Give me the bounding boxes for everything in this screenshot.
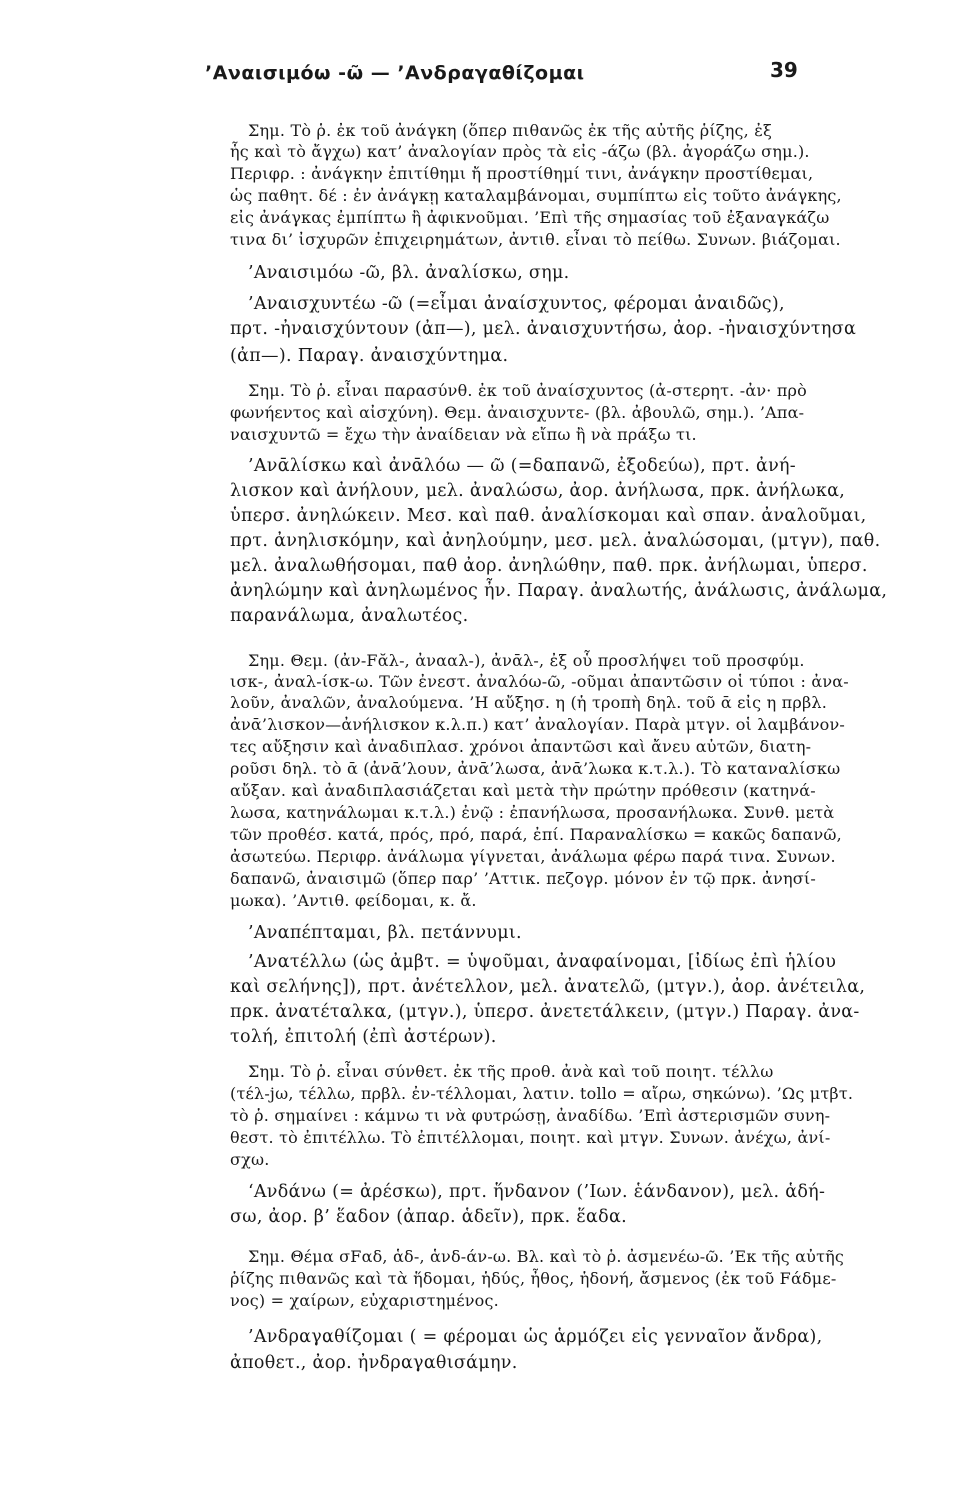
text-line: τολή, ἐπιτολή (ἐπὶ ἀστέρων). bbox=[230, 1027, 497, 1047]
page-number: 39 bbox=[770, 58, 798, 82]
note-line: εἰς ἀνάγκας ἐμπίπτω ἢ ἀφικνοῦμαι. ’Επὶ τῆς σημασίας τοῦ ἐξαναγκάζω bbox=[230, 208, 830, 227]
note-line: ἀσωτεύω. Περιφρ. ἀνάλωμα γίγνεται, ἀνάλωμα φέρω παρά τινα. Συνων. bbox=[230, 847, 836, 866]
note-line: Περιφρ. : ἀνάγκην ἐπιτίθημι ἤ προστίθημί τινι, ἀνάγκην προστίθεμαι, bbox=[230, 164, 814, 183]
note-line: λωσα, κατηνάλωμαι κ.τ.λ.) ἐνῷ : ἐπανήλωσα, προσανήλωκα. Συνθ. μετὰ bbox=[230, 803, 835, 822]
note-line: τινα δι’ ἰσχυρῶν ἐπιχειρημάτων, ἀντιθ. εἶναι τὸ πείθω. Συνων. βιάζομαι. bbox=[230, 230, 841, 249]
note-line: Σημ. Τὸ ῥ. εἶναι σύνθετ. ἐκ τῆς προθ. ἀνὰ καὶ τοῦ ποιητ. τέλλω bbox=[248, 1062, 774, 1081]
note-line: ἀνᾱ’λισκον—ἀνήλισκον κ.λ.π.) κατ’ ἀναλογίαν. Παρὰ μτγν. οἱ λαμβάνον- bbox=[230, 715, 845, 734]
entry-headline: ’Αναισιμόω -ῶ, βλ. ἀναλίσκω, σημ. bbox=[248, 263, 570, 283]
text-line: (ἀπ—). Παραγ. ἀναισχύντημα. bbox=[230, 346, 509, 366]
note-line: νος) = χαίρων, εὐχαριστημένος. bbox=[230, 1291, 499, 1310]
note-line: σχω. bbox=[230, 1150, 270, 1169]
note-line: θεστ. τὸ ἐπιτέλλω. Τὸ ἐπιτέλλομαι, ποιητ. καὶ μτγν. Συνων. ἀνέχω, ἀνί- bbox=[230, 1128, 831, 1147]
text-line: ὑπερσ. ἀνηλώκειν. Μεσ. καὶ παθ. ἀναλίσκομαι καὶ σπαν. ἀναλοῦμαι, bbox=[230, 506, 867, 526]
note-line: (τέλ-jω, τέλλω, πρβλ. ἐν-τέλλομαι, λατιν. tollo = αἴρω, σηκώνω). ’Ως μτβτ. bbox=[230, 1084, 854, 1103]
entry-headline: ’Ανᾱλίσκω καὶ ἀνᾱλόω — ῶ (=δαπανῶ, ἐξοδεύω), πρτ. ἀνή- bbox=[248, 456, 797, 476]
note-line: δαπανῶ, ἀναισιμῶ (ὅπερ παρ’ ’Αττικ. πεζογρ. μόνον ἐν τῷ πρκ. ἀνησί- bbox=[230, 869, 816, 888]
entry-headline: ’Αναπέπταμαι, βλ. πετάννυμι. bbox=[248, 923, 522, 943]
text-line: πρτ. -ἠναισχύντουν (ἀπ—), μελ. ἀναισχυντήσω, ἀορ. -ἠναισχύντησα bbox=[230, 319, 857, 339]
entry-headline: ‘Ανδάνω (= ἀρέσκω), πρτ. ἥνδανον (’Ιων. ἑάνδανον), μελ. ἁδή- bbox=[248, 1182, 826, 1202]
text-line: ἀνηλώμην καὶ ἀνηλωμένος ἦν. Παραγ. ἀναλωτής, ἀνάλωσις, ἀνάλωμα, bbox=[230, 581, 888, 601]
note-line: ὡς παθητ. δέ : ἐν ἀνάγκῃ καταλαμβάνομαι, συμπίπτω εἰς τοῦτο ἀνάγκης, bbox=[230, 186, 842, 205]
running-head: ’Αναισιμόω -ῶ — ’Ανδραγαθίζομαι bbox=[205, 62, 585, 84]
note-line: Σημ. Θέμα σFαδ, ἁδ-, ἁνδ-άν-ω. Βλ. καὶ τὸ ῥ. ἀσμενέω-ῶ. ’Εκ τῆς αὐτῆς bbox=[248, 1247, 845, 1266]
text-line: σω, ἀορ. β’ ἕαδον (ἀπαρ. ἁδεῖν), πρκ. ἕαδα. bbox=[230, 1207, 627, 1227]
note-line: λοῦν, ἀναλῶν, ἀναλούμενα. ’Η αὔξησ. η (ἡ τροπὴ δηλ. τοῦ ᾱ εἰς η πρβλ. bbox=[230, 693, 828, 712]
note-line: τὸ ῥ. σημαίνει : κάμνω τι νὰ φυτρώσῃ, ἀναδίδω. ’Επὶ ἀστερισμῶν συνη- bbox=[230, 1106, 831, 1125]
text-line: λισκον καὶ ἀνήλουν, μελ. ἀναλώσω, ἀορ. ἀνήλωσα, πρκ. ἀνήλωκα, bbox=[230, 481, 846, 501]
note-line: Σημ. Τὸ ῥ. εἶναι παρασύνθ. ἐκ τοῦ ἀναίσχυντος (ἀ-στερητ. -ἀν· πρὸ bbox=[248, 381, 807, 400]
note-line: ἧς καὶ τὸ ἄγχω) κατ’ ἀναλογίαν πρὸς τὰ εἰς -άζω (βλ. ἀγοράζω σημ.). bbox=[230, 142, 810, 161]
text-line: μελ. ἀναλωθήσομαι, παθ ἀορ. ἀνηλώθην, παθ. πρκ. ἀνήλωμαι, ὑπερσ. bbox=[230, 556, 868, 576]
note-line: ῥίζης πιθανῶς καὶ τὰ ἥδομαι, ἡδύς, ἦθος, ἡδονή, ἄσμενος (ἐκ τοῦ Fάδμε- bbox=[230, 1269, 837, 1288]
text-line: πρτ. ἀνηλισκόμην, καὶ ἀνηλούμην, μεσ. μελ. ἀναλώσομαι, (μτγν), παθ. bbox=[230, 531, 881, 551]
text-line: πρκ. ἀνατέταλκα, (μτγν.), ὑπερσ. ἀνετετάλκειν, (μτγν.) Παραγ. ἀνα- bbox=[230, 1002, 860, 1022]
entry-headline: ’Ανδραγαθίζομαι ( = φέρομαι ὡς ἁρμόζει εἰς γενναῖον ἄνδρα), bbox=[248, 1327, 823, 1347]
entry-headline: ’Αναισχυντέω -ῶ (=εἶμαι ἀναίσχυντος, φέρομαι ἀναιδῶς), bbox=[248, 294, 785, 314]
note-line: ισκ-, ἀναλ-ίσκ-ω. Τῶν ἐνεστ. ἀναλόω-ῶ, -οῦμαι ἀπαντῶσιν οἱ τύποι : ἀνα- bbox=[230, 672, 849, 691]
note-line: μωκα). ’Αντιθ. φείδομαι, κ. ἄ. bbox=[230, 891, 477, 910]
text-line: παρανάλωμα, ἀναλωτέος. bbox=[230, 606, 469, 626]
note-line: ροῦσι δηλ. τὸ ᾱ (ἀνᾱ’λουν, ἀνᾱ’λωσα, ἀνᾱ’λωκα κ.τ.λ.). Τὸ καταναλίσκω bbox=[230, 759, 841, 778]
entry-headline: ’Ανατέλλω (ὡς ἀμβτ. = ὑψοῦμαι, ἀναφαίνομαι, [ἰδίως ἐπὶ ἡλίου bbox=[248, 952, 837, 972]
text-line: ἀποθετ., ἀορ. ἠνδραγαθισάμην. bbox=[230, 1353, 518, 1373]
note-line: αὔξαν. καὶ ἀναδιπλασιάζεται καὶ μετὰ τὴν πρώτην πρόθεσιν (κατηνά- bbox=[230, 781, 816, 800]
note-line: ναισχυντῶ = ἔχω τὴν ἀναίδειαν νὰ εἴπω ἢ νὰ πράξω τι. bbox=[230, 425, 697, 444]
note-line: τες αὔξησιν καὶ ἀναδιπλασ. χρόνοι ἀπαντῶσι καὶ ἄνευ αὐτῶν, διατη- bbox=[230, 737, 812, 756]
text-line: καὶ σελήνης]), πρτ. ἀνέτελλον, μελ. ἀνατελῶ, (μτγν.), ἀορ. ἀνέτειλα, bbox=[230, 977, 866, 997]
note-line: Σημ. Τὸ ῥ. ἐκ τοῦ ἀνάγκη (ὅπερ πιθανῶς ἐκ τῆς αὐτῆς ῥίζης, ἐξ bbox=[248, 121, 773, 140]
note-line: Σημ. Θεμ. (ἀν-Fᾰλ-, ἀνααλ-), ἀνᾱλ-, ἐξ οὗ προσλήψει τοῦ προσφύμ. bbox=[248, 651, 805, 670]
note-line: τῶν προθέσ. κατά, πρός, πρό, παρά, ἐπί. Παραναλίσκω = κακῶς δαπανῶ, bbox=[230, 825, 842, 844]
note-line: φωνήεντος καὶ αἰσχύνη). Θεμ. ἀναισχυντε- (βλ. ἀβουλῶ, σημ.). ’Απα- bbox=[230, 403, 805, 422]
